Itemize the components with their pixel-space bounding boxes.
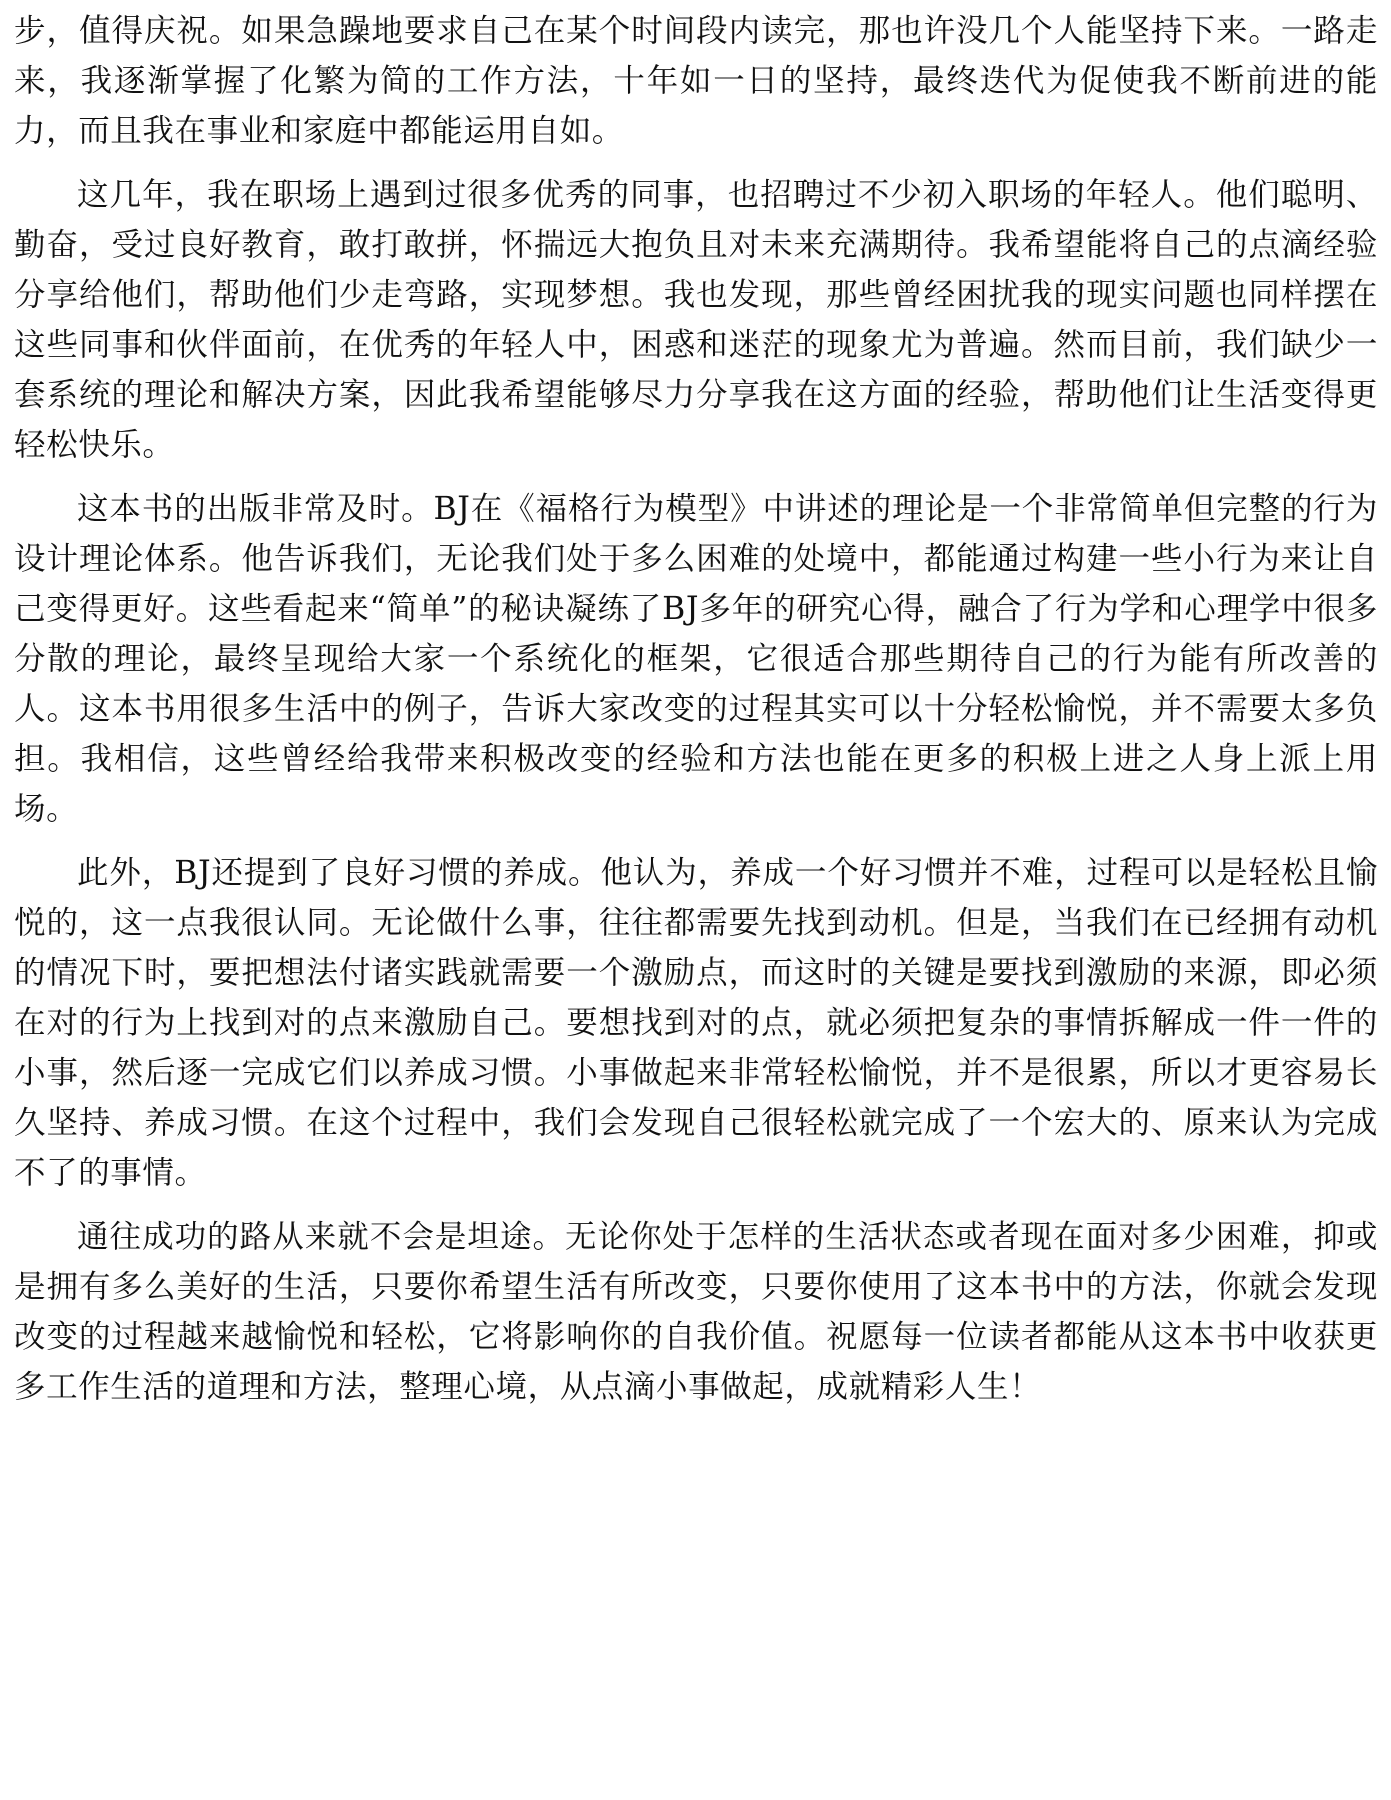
paragraph-colleagues: 这几年，我在职场上遇到过很多优秀的同事，也招聘过不少初入职场的年轻人。他们聪明、勤奋，受过良好教育，敢打敢拼，怀揣远大抱负且对未来充满期待。我希望能将自己的点滴经验分享给他们，帮助他们少走弯路，实现梦想。我也发现，那些曾经困扰我的现实问题也同样摆在这些同事和伙伴面前，在优秀的年轻人中，困惑和迷茫的现象尤为普遍。然而目前，我们缺少一套系统的理论和解决方案，因此我希望能够尽力分享我在这方面的经验，帮助他们让生活变得更轻松快乐。 [14, 177, 1378, 463]
paragraph-habit-formation: 此外，BJ还提到了良好习惯的养成。他认为，养成一个好习惯并不难，过程可以是轻松且愉悦的，这一点我很认同。无论做什么事，往往都需要先找到动机。但是，当我们在已经拥有动机的情况下时，要把想法付诸实践就需要一个激励点，而这时的关键是要找到激励的来源，即必须在对的行为上找到对的点来激励自己。要想找到对的点，就必须把复杂的事情拆解成一件一件的小事，然后逐一完成它们以养成习惯。小事做起来非常轻松愉悦，并不是很累，所以才更容易长久坚持、养成习惯。在这个过程中，我们会发现自己很轻松就完成了一个宏大的、原来认为完成不了的事情。 [14, 855, 1378, 1191]
document-page [14, 6, 1378, 1426]
paragraph-continuation: 步，值得庆祝。如果急躁地要求自己在某个时间段内读完，那也许没几个人能坚持下来。一路走来，我逐渐掌握了化繁为简的工作方法，十年如一日的坚持，最终迭代为促使我不断前进的能力，而且我在事业和家庭中都能运用自如。 [14, 13, 1378, 149]
paragraph-book-publication: 这本书的出版非常及时。BJ在《福格行为模型》中讲述的理论是一个非常简单但完整的行为设计理论体系。他告诉我们，无论我们处于多么困难的处境中，都能通过构建一些小行为来让自己变得更好。这些看起来“简单”的秘诀凝练了BJ多年的研究心得，融合了行为学和心理学中很多分散的理论，最终呈现给大家一个系统化的框架，它很适合那些期待自己的行为能有所改善的人。这本书用很多生活中的例子，告诉大家改变的过程其实可以十分轻松愉悦，并不需要太多负担。我相信，这些曾经给我带来积极改变的经验和方法也能在更多的积极上进之人身上派上用场。 [14, 491, 1378, 827]
paragraph-closing: 通往成功的路从来就不会是坦途。无论你处于怎样的生活状态或者现在面对多少困难，抑或是拥有多么美好的生活，只要你希望生活有所改变，只要你使用了这本书中的方法，你就会发现改变的过程越来越愉悦和轻松，它将影响你的自我价值。祝愿每一位读者都能从这本书中收获更多工作生活的道理和方法，整理心境，从点滴小事做起，成就精彩人生！ [14, 1219, 1378, 1405]
